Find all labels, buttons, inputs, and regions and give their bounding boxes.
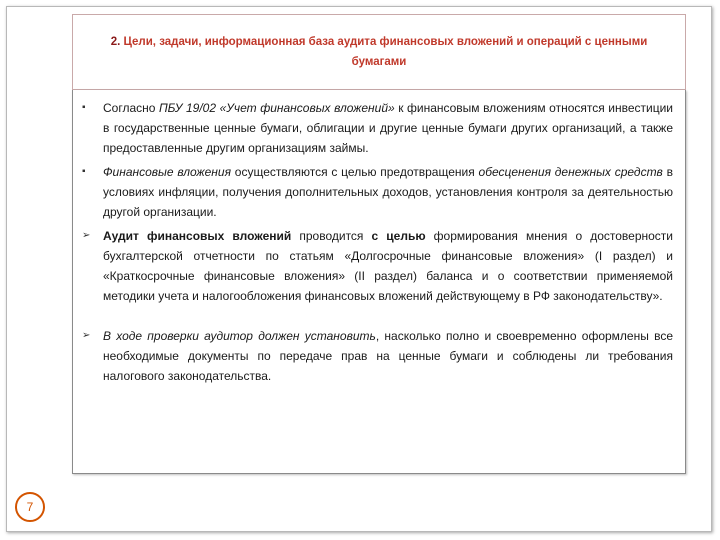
list-item: [73, 226, 673, 306]
page-number-badge: 7: [15, 492, 45, 522]
item-text: Финансовые вложения осуществляются с целью предотвращения обесценения денежных средств в условиях инфляции, получения дополнительных доходов, установления контроля за деятельностью другой организации.: [103, 165, 674, 219]
content-box: [72, 90, 686, 474]
list-item: [73, 162, 673, 222]
slide-title: [72, 14, 686, 90]
arrow-bullet-icon: ➢: [82, 230, 91, 241]
square-bullet-icon: ▪: [82, 102, 86, 113]
item-text: Аудит финансовых вложений проводится с целью формирования мнения о достоверности бухгалтерской отчетности по статьям «Долгосрочные финансовые вложения» (I раздел) и «Краткосрочные финансовые вложения» (II раздел) баланса и о соответствии применяемой методики учета и налогообложения финансовых вложений действующему в РФ законодательству».: [103, 229, 674, 303]
square-bullet-icon: ▪: [82, 166, 86, 177]
list-item: [73, 98, 673, 158]
arrow-bullet-icon: ➢: [82, 330, 91, 341]
title-text: Цели, задачи, информационная база аудита финансовых вложений и операций с ценными бумагами: [123, 36, 648, 68]
list-item: [73, 326, 673, 386]
title-number: 2.: [110, 36, 121, 48]
item-text: Согласно ПБУ 19/02 «Учет финансовых вложений» к финансовым вложениям относятся инвестиции в государственные ценные бумаги, облигации и другие ценные бумаги других организаций, а также предоставленные другим организациям займы.: [103, 101, 673, 155]
item-text: В ходе проверки аудитор должен установить, насколько полно и своевременно оформлены все необходимые документы по передаче прав на ценные бумаги и соблюдены ли требования налогового законодательства.: [103, 329, 673, 383]
